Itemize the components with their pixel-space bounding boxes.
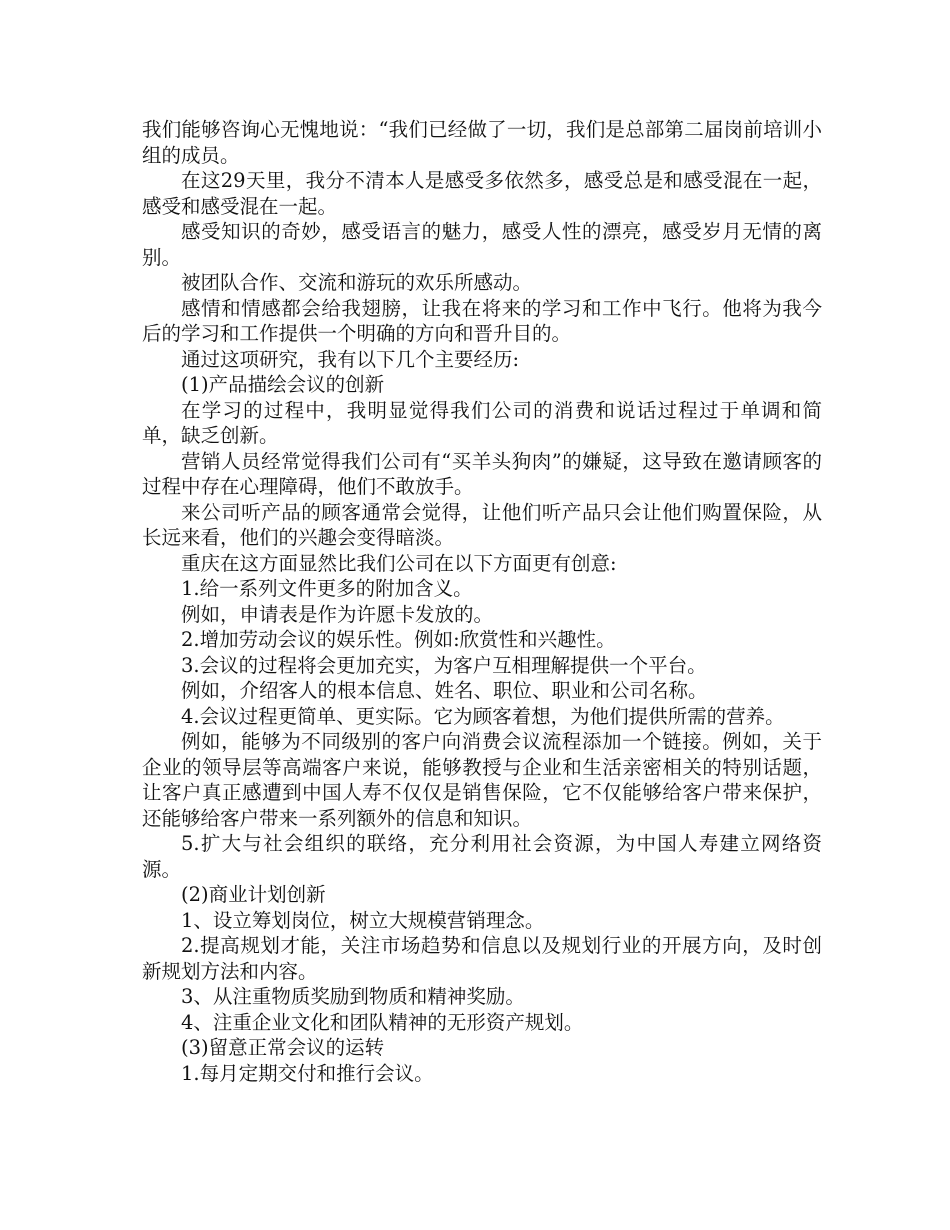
- list-item: 4.会议过程更简单、更实际。它为顾客着想，为他们提供所需的营养。: [181, 704, 785, 728]
- list-item: 2.提高规划才能，关注市场趋势和信息以及规划行业的开展方向，及时创新规划方法和内容。: [142, 934, 822, 983]
- paragraph: 来公司听产品的顾客通常会觉得，让他们听产品只会让他们购置保险，从长远来看，他们的兴趣会变得暗淡。: [142, 500, 822, 549]
- paragraph: 被团队合作、交流和游玩的欢乐所感动。: [181, 271, 533, 294]
- section-heading: (1)产品描绘会议的创新: [181, 373, 385, 396]
- list-item: 3.会议的过程将会更加充实，为客户互相理解提供一个平台。: [181, 653, 707, 677]
- list-item: 3、从注重物质奖励到物质和精神奖励。: [181, 985, 525, 1008]
- list-item: 2.增加劳动会议的娱乐性。例如:欣赏性和兴趣性。: [181, 628, 616, 651]
- list-item: 1.每月定期交付和推行会议。: [181, 1061, 434, 1085]
- paragraph: 我们能够咨询心无愧地说：“我们已经做了一切，我们是总部第二届岗前培训小组的成员。: [142, 118, 822, 167]
- paragraph: 例如，介绍客人的根本信息、姓名、职位、职业和公司名称。: [181, 679, 708, 702]
- section-heading: (3)留意正常会议的运转: [181, 1036, 385, 1059]
- paragraph: 在这29天里，我分不清本人是感受多依然多，感受总是和感受混在一起，感受和感受混在一起。: [142, 169, 822, 218]
- paragraph: 在学习的过程中，我明显觉得我们公司的消费和说话过程过于单调和简单，缺乏创新。: [142, 398, 822, 447]
- paragraph: 感受知识的奇妙，感受语言的魅力，感受人性的漂亮，感受岁月无情的离别。: [142, 220, 822, 269]
- section-heading: (2)商业计划创新: [181, 883, 326, 906]
- paragraph: 感情和情感都会给我翅膀，让我在将来的学习和工作中飞行。他将为我今后的学习和工作提供一个明确的方向和晋升目的。: [142, 296, 822, 345]
- paragraph: 例如，能够为不同级别的客户向消费会议流程添加一个链接。例如，关于企业的领导层等高端客户来说，能够教授与企业和生活亲密相关的特别话题，让客户真正感遭到中国人寿不仅仅是销售保险，它不仅能够给客户带来保护，还能够给客户带来一系列额外的信息和知识。: [142, 730, 822, 830]
- list-item: 1.给一系列文件更多的附加含义。: [181, 577, 473, 600]
- document-body: [142, 117, 822, 1086]
- paragraph: 重庆在这方面显然比我们公司在以下方面更有创意:: [181, 551, 617, 575]
- list-item: 5.扩大与社会组织的联络，充分利用社会资源，为中国人寿建立网络资源。: [142, 832, 822, 881]
- paragraph: 营销人员经常觉得我们公司有“买羊头狗肉”的嫌疑，这导致在邀请顾客的过程中存在心理障碍，他们不敢放手。: [142, 449, 822, 498]
- paragraph: 例如，申请表是作为许愿卡发放的。: [181, 602, 494, 626]
- paragraph: 通过这项研究，我有以下几个主要经历:: [181, 347, 520, 371]
- list-item: 1、设立筹划岗位，树立大规模营销理念。: [181, 908, 545, 932]
- list-item: 4、注重企业文化和团队精神的无形资产规划。: [181, 1010, 584, 1034]
